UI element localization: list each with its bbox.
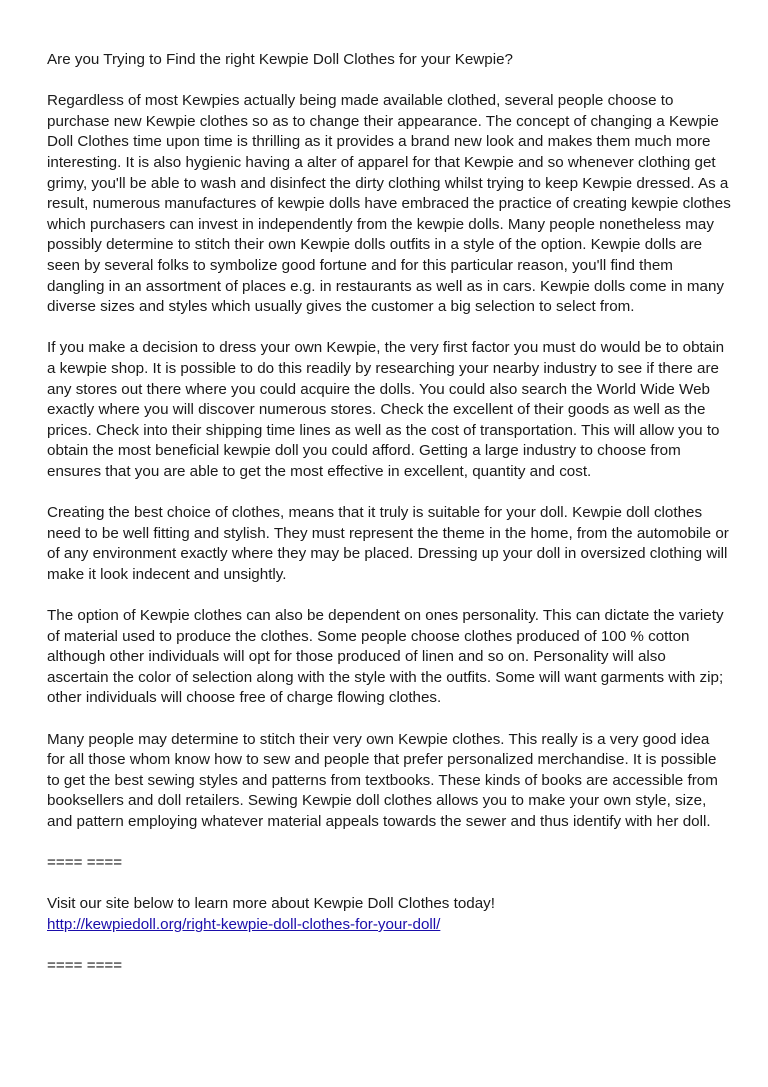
paragraph-shop: If you make a decision to dress your own Kewpie, the very first factor you must do would be to obtain a kewpie shop. It is possible to do this readily by researching your nearby industry to see if there are any stores out there where you could acquire the dolls. You could also search the World Wide Web exactly where you will discover numerous stores. Check the excellent of their goods as well as the prices. Check into their shipping time lines as well as the cost of transportation. This will allow you to obtain the most beneficial kewpie doll you could afford. Getting a large industry to choose from ensures that you are able to get the most effective in excellent, quantity and cost. [47,339,725,480]
document-title: Are you Trying to Find the right Kewpie Doll Clothes for your Kewpie? [47,51,513,68]
separator-bottom: ==== ==== [47,957,123,975]
paragraph-intro: Regardless of most Kewpies actually being made available clothed, several people choose to purchase new Kewpie clothes so as to change their appearance. The concept of changing a Kewpie Doll Clothes time upon time is thrilling as it provides a brand new look and makes them much more interesting. It is also hygienic having a alter of apparel for that Kewpie and so whenever clothing get grimy, you'll be able to wash and disinfect the dirty clothing whilst trying to keep Kewpie dressed. As a result, numerous manufactures of kewpie dolls have embraced the practice of creating kewpie clothes which purchasers can invest in independently from the kewpie dolls. Many people nonetheless may possibly determine to stitch their own Kewpie dolls outfits in a style of the option. Kewpie dolls are seen by several folks to symbolize good fortune and for this particular reason, you'll find them dangling in an assortment of places e.g. in restaurants as well as in cars. Kewpie dolls come in many diverse sizes and styles which usually gives the customer a big selection to select from. [47,92,731,316]
document-page [47,50,731,997]
link-line [47,915,731,936]
paragraph-personality: The option of Kewpie clothes can also be dependent on ones personality. This can dictate the variety of material used to produce the clothes. Some people choose clothes produced of 100 % cotton although other individuals will opt for those produced of linen and so on. Personality will also ascertain the color of selection along with the style with the outfits. Some will want garments with zip; other individuals will choose free of charge flowing clothes. [47,607,724,707]
separator-top: ==== ==== [47,854,123,872]
paragraph-sewing: Many people may determine to stitch their very own Kewpie clothes. This really is a very good idea for all those whom know how to sew and people that prefer personalized merchandise. It is possible to get the best sewing styles and patterns from textbooks. These kinds of books are accessible from booksellers and doll retailers. Sewing Kewpie doll clothes allows you to make your own style, size, and pattern employing whatever material appeals towards the sewer and thus identify with her doll. [47,730,718,830]
cta-text: Visit our site below to learn more about Kewpie Doll Clothes today! [47,895,495,913]
paragraph-choice: Creating the best choice of clothes, means that it truly is suitable for your doll. Kewpie doll clothes need to be well fitting and stylish. They must represent the theme in the home, from the automobile or of any environment exactly where they may be placed. Dressing up your doll in oversized clothing will make it look indecent and unsightly. [47,504,729,583]
site-link[interactable]: http://kewpiedoll.org/right-kewpie-doll-clothes-for-your-doll/ [47,915,441,933]
